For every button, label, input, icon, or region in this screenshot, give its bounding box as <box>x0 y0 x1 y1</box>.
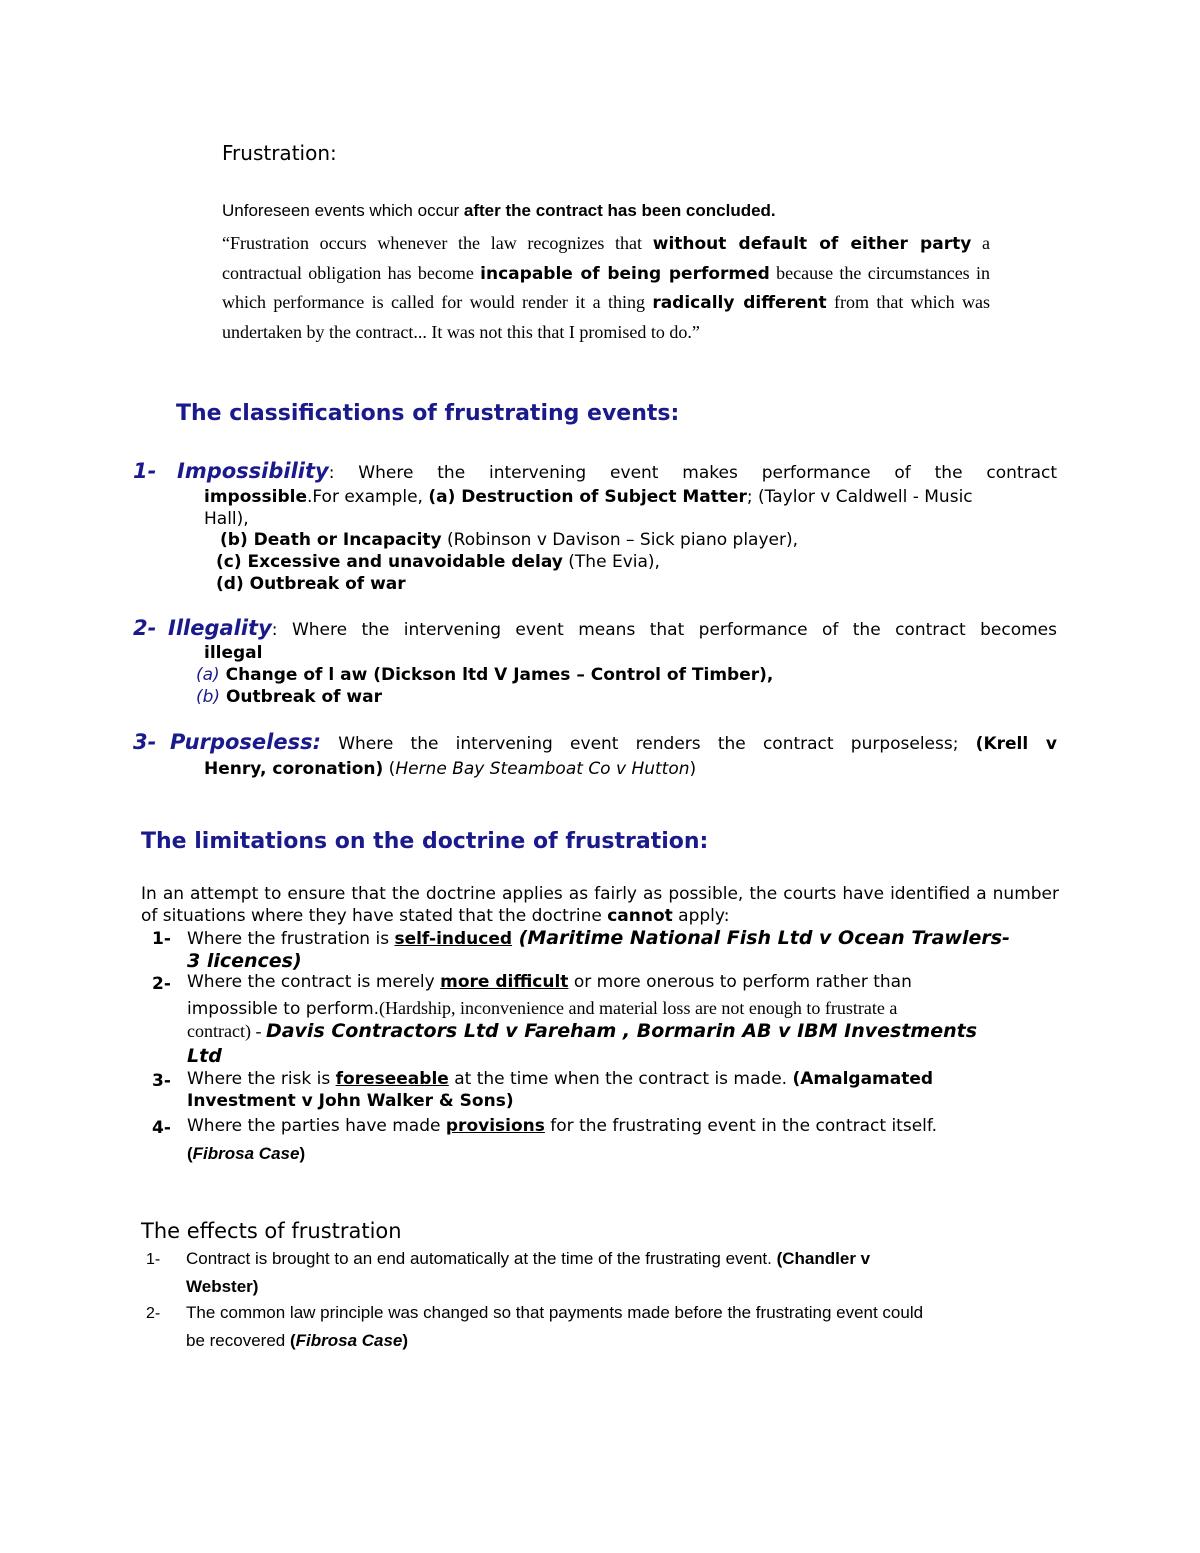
case-name: (Amalgamated <box>792 1069 934 1089</box>
case-name-cont: Ltd <box>187 1045 222 1067</box>
classification-number: 2- <box>133 616 157 640</box>
classification-first-line <box>177 460 1057 484</box>
list-text: Where the frustration is <box>187 929 395 949</box>
quote-part-4: from that which was undertaken by the contract... It was not this that I promised to do.” <box>222 292 990 342</box>
case-herne-bay: Herne Bay Steamboat Co v Hutton <box>395 759 690 779</box>
classification-desc: Where the intervening event renders the contract purposeless; <box>321 734 976 754</box>
sub-item-d <box>216 573 406 595</box>
classification-second-line <box>204 758 696 780</box>
classification-name: Impossibility <box>177 459 329 483</box>
classification-colon: : <box>328 463 359 483</box>
classification-colon: : <box>271 620 292 640</box>
effect-line <box>186 1249 870 1269</box>
list-number: 3- <box>152 1071 171 1091</box>
classification-third-line: Hall), <box>204 509 249 529</box>
classification-desc: Where the intervening event means that performance of the contract becomes <box>291 620 1057 640</box>
classification-name: Illegality <box>168 616 272 640</box>
key-term: provisions <box>445 1116 545 1136</box>
illegality-sub-a <box>196 664 773 686</box>
effect-line: The common law principle was changed so that payments made before the frustrating event could <box>186 1303 924 1322</box>
illegality-sub-b <box>196 686 382 708</box>
cannot-word: cannot <box>607 906 673 926</box>
classification-first-line <box>170 731 1057 755</box>
case-name: (Chandler v <box>776 1249 871 1268</box>
list-item-line <box>187 998 897 1019</box>
sub-label: (b) <box>196 687 221 707</box>
paren-close: ) <box>299 1144 306 1163</box>
effects-heading: The effects of frustration <box>141 1219 402 1243</box>
intro-line <box>222 201 776 221</box>
classifications-heading: The classifications of frustrating events: <box>176 401 680 426</box>
classification-second-line <box>204 486 973 508</box>
quote-part-3: because the circumstances in which performance is called for would render it a thing <box>222 262 990 312</box>
quote-bold-3: radically different <box>652 293 827 313</box>
sub-item-b-title: (b) Death or Incapacity <box>220 530 442 550</box>
classification-impossibility <box>133 460 1058 600</box>
effect-text: be recovered <box>186 1331 290 1350</box>
sub-item-a: (a) Destruction of Subject Matter <box>428 487 747 507</box>
list-text: Where the risk is <box>187 1069 336 1089</box>
case-ref <box>187 1144 305 1164</box>
intro-pre: Unforeseen events which occur <box>222 201 464 220</box>
case-name-cont: Webster) <box>186 1277 259 1296</box>
list-item-line <box>187 1020 977 1042</box>
key-term: foreseeable <box>335 1069 449 1089</box>
classification-number: 1- <box>133 459 157 483</box>
key-term: self-induced <box>394 929 513 949</box>
hardship-note: (Hardship, inconvenience and material loss are not enough to frustrate a <box>379 998 898 1018</box>
list-text-cont: at the time when the contract is made. <box>448 1069 793 1089</box>
list-item-line <box>187 972 912 992</box>
case-krell: (Krell v <box>975 734 1057 754</box>
case-name: Davis Contractors Ltd v Fareham , Bormarin AB v IBM Investments <box>265 1020 978 1042</box>
definition-quote <box>222 229 990 346</box>
sub-item-a-case: ; (Taylor v Caldwell - Music <box>746 487 973 507</box>
paren-open: ( <box>289 1331 296 1350</box>
list-item-line <box>187 1069 933 1089</box>
sub-item-c <box>216 551 660 573</box>
sub-item-c-case: (The Evia), <box>562 552 660 572</box>
example-text: .For example, <box>306 487 429 507</box>
case-name-cont: Investment v John Walker & Sons) <box>187 1091 514 1111</box>
effect-text: Contract is brought to an end automatically at the time of the frustrating event. <box>186 1249 777 1268</box>
hardship-note-cont: contract) - <box>187 1021 266 1041</box>
sub-text: Outbreak of war <box>220 687 382 707</box>
intro-bold: after <box>463 201 501 220</box>
illegal-word: illegal <box>204 643 263 663</box>
limitations-heading: The limitations on the doctrine of frustration: <box>141 829 709 854</box>
effect-line <box>186 1331 408 1351</box>
limitations-intro <box>141 883 1059 927</box>
sub-text: Change of l aw (Dickson ltd V James – Control of Timber), <box>219 665 774 685</box>
paren-open: ( <box>383 759 396 779</box>
classification-number: 3- <box>133 730 157 754</box>
key-term: more difficult <box>440 972 569 992</box>
quote-part-2: a contractual obligation has become <box>222 233 990 283</box>
list-item-line <box>187 927 1010 949</box>
classification-desc: Where the intervening event makes performance of the contract <box>358 463 1057 483</box>
sub-item-b <box>220 529 798 551</box>
paren-close: ) <box>402 1331 409 1350</box>
list-number: 1- <box>152 929 171 949</box>
case-name: (Maritime National Fish Ltd v Ocean Trawlers- <box>512 927 1010 949</box>
impossible-word: impossible <box>204 487 307 507</box>
quote-bold-1: without default of either party <box>652 234 972 254</box>
paren-open: ( <box>187 1144 193 1163</box>
list-text-cont: or more onerous to perform rather than <box>568 972 912 992</box>
list-number: 4- <box>152 1118 171 1138</box>
sub-item-c-title: (c) Excessive and unavoidable delay <box>216 552 563 572</box>
page-title: Frustration: <box>222 141 337 165</box>
limitations-intro-end: apply: <box>672 906 730 926</box>
case-name-cont: 3 licences) <box>187 950 302 972</box>
list-number: 1- <box>146 1251 161 1268</box>
classification-first-line <box>168 617 1057 641</box>
list-text: Where the parties have made <box>187 1116 446 1136</box>
list-number: 2- <box>146 1305 161 1322</box>
list-item-line <box>187 1116 937 1136</box>
sub-item-d-title: (d) Outbreak of war <box>216 574 406 594</box>
classification-illegality <box>133 617 1058 713</box>
paren-close: ) <box>689 759 697 779</box>
case-name: Fibrosa Case <box>295 1331 403 1350</box>
case-name: Fibrosa Case <box>192 1144 300 1163</box>
intro-post: the contract has been concluded. <box>500 201 776 220</box>
list-number: 2- <box>152 974 171 994</box>
quote-part-1: “Frustration occurs whenever the law recognizes that <box>222 233 653 253</box>
classification-purposeless <box>133 731 1058 783</box>
list-text: impossible to perform. <box>187 999 380 1019</box>
limitations-intro-text: In an attempt to ensure that the doctrine applies as fairly as possible, the courts have identified a number of situations where they have stated that the doctrine <box>141 884 1059 926</box>
sub-item-b-case: (Robinson v Davison – Sick piano player), <box>441 530 799 550</box>
list-text: Where the contract is merely <box>187 972 441 992</box>
quote-bold-2: incapable of being performed <box>480 263 770 284</box>
case-krell-cont: Henry, coronation) <box>204 759 384 779</box>
list-text-cont: for the frustrating event in the contract itself. <box>544 1116 938 1136</box>
sub-label: (a) <box>196 665 220 685</box>
classification-name: Purposeless: <box>170 730 321 754</box>
